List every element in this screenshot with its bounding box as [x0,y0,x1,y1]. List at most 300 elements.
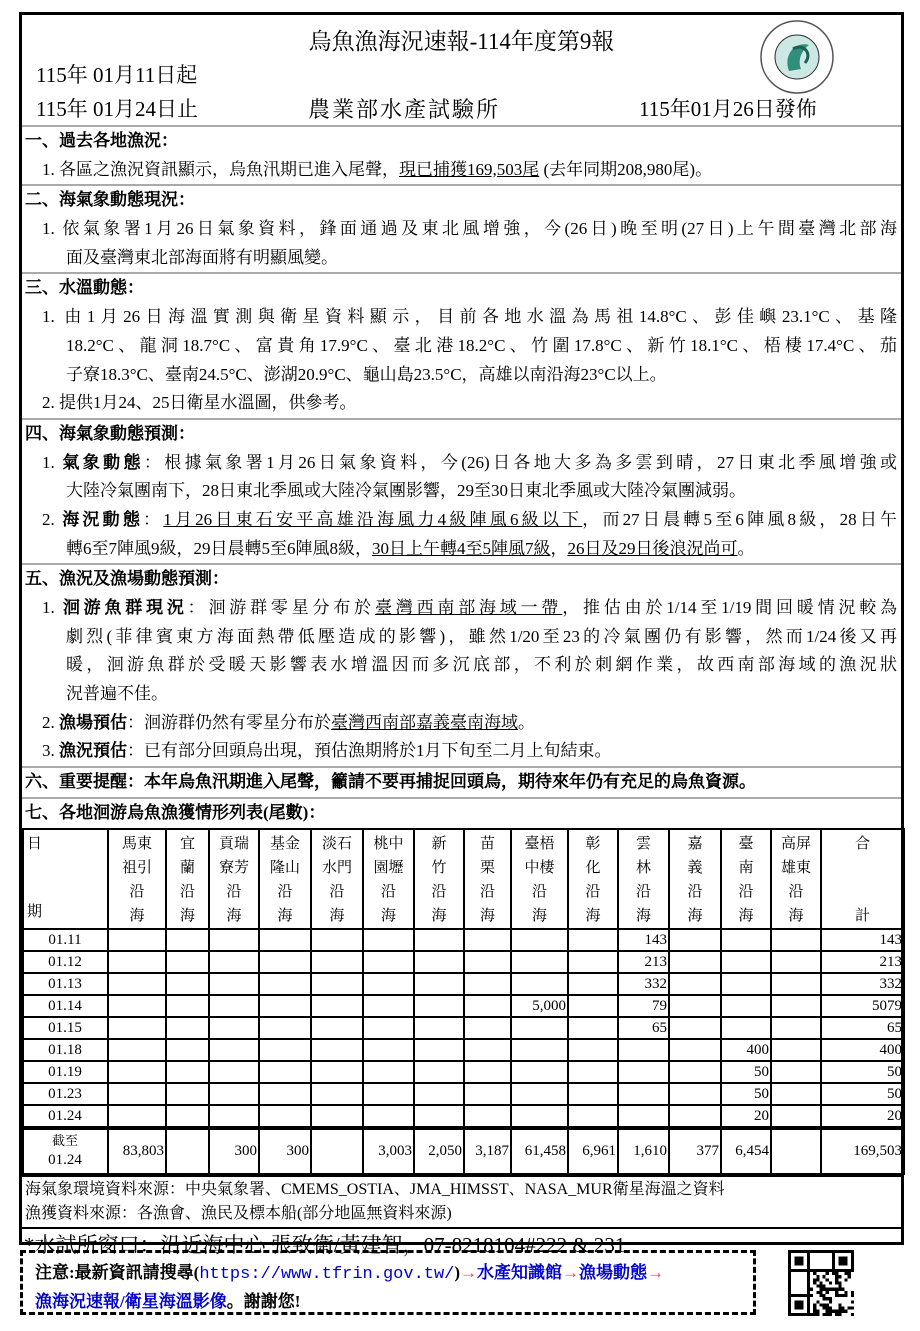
total-cell: 6,454 [721,1128,771,1174]
cell-count [363,1039,414,1061]
cell-count [414,1039,464,1061]
header-text: 臺 [738,835,754,852]
row-date: 01.23 [23,1083,108,1105]
header-date [23,829,108,929]
table-row [23,995,904,1017]
cell-count: 79 [618,995,669,1017]
cell-count [311,1083,363,1105]
header-text: 基金 [269,835,300,852]
path-knowledge[interactable]: 水產知識館 [477,1263,563,1282]
cell-count [108,995,166,1017]
section-heading: 二、海氣象動態現況： [25,190,195,210]
cell-count [568,973,618,995]
cell-count [771,1039,821,1061]
environment-source: 海氣象環境資料來源：中央氣象署、CMEMS_OSTIA、JMA_HIMSST、NASA_MUR衛星海溫之資料 [25,1180,725,1198]
header-text: 沿 [687,883,703,900]
section-line [22,623,901,652]
cell-count [414,951,464,973]
header-region [771,829,821,929]
cell-count: 5079 [821,995,904,1017]
header-text: 海 [431,907,447,924]
cell-count [166,1083,209,1105]
cell-count [166,1105,209,1128]
cell-count [464,995,511,1017]
cell-count [511,973,568,995]
cell-count: 332 [618,973,669,995]
header-text: 期 [27,903,43,920]
underlined-text: 26日及29日後浪況尚可 [567,538,738,558]
text: ，而27日晨轉5至6陣風8級，28日午 [582,509,898,529]
cell-count [311,973,363,995]
cell-count [721,929,771,951]
total-cell: 1,610 [618,1128,669,1174]
section-line [22,449,901,478]
row-date: 01.11 [23,929,108,951]
cell-count: 65 [618,1017,669,1039]
notice-suffix: 。謝謝您! [226,1292,301,1311]
text: 1. [42,452,63,472]
text: ：洄游群仍然有零星分布於 [127,712,331,732]
cell-count [414,1017,464,1039]
text: 暖，洄游魚群於受暖天影響表水增溫因而多沉底部，不利於刺網作業，故西南部海域的漁況狀 [66,655,897,675]
cell-count [166,1061,209,1083]
text: 2. 提供1月24、25日衛星水溫圖，供參考。 [42,393,357,413]
notice-paren: ) [454,1263,461,1282]
cell-count: 143 [821,929,904,951]
text: ：根據氣象署1月26日氣象資料，今(26)日各地大多為多雲到晴，27日東北季風增強或 [143,452,898,472]
header-text: 祖引 [121,859,152,876]
header-text: 新 [431,835,447,852]
cell-count [618,1105,669,1128]
total-cell: 169,503 [821,1128,904,1174]
row-date: 01.15 [23,1017,108,1039]
cell-count [618,1039,669,1061]
bold-label: 氣象動態 [62,452,144,472]
text: 2. [42,712,59,732]
bold-label: 漁況預估 [59,741,127,761]
text: ， [550,538,568,558]
cell-count [511,951,568,973]
cell-count [108,1105,166,1128]
table-row [23,973,904,995]
total-cell [166,1128,209,1174]
text: 1. 各區之漁況資訊顯示，烏魚汛期已進入尾聲， [42,159,399,179]
cell-count [721,973,771,995]
header-text: 沿 [129,883,145,900]
bold-label: 洄游魚群現況 [62,598,188,617]
cell-count [166,951,209,973]
row-date: 01.19 [23,1061,108,1083]
arrow-icon: → [647,1263,665,1282]
header-region [464,829,511,929]
cell-count [771,1083,821,1105]
header-text: 沿 [635,883,651,900]
section [22,186,901,274]
header-text: 沿 [585,883,601,900]
cell-count [363,1017,414,1039]
header-text: 沿 [179,883,195,900]
table-row [23,1017,904,1039]
row-date: 01.13 [23,973,108,995]
header-text: 宜 [179,835,195,852]
cell-count [363,1083,414,1105]
section-line [22,361,901,390]
cell-count [414,973,464,995]
header-text: 沿 [531,883,547,900]
cell-count [568,1061,618,1083]
total-label [23,1128,108,1174]
cell-count [259,973,311,995]
text: ： [143,509,164,529]
header-region [721,829,771,929]
section [22,274,901,419]
header-text: 沿 [329,883,345,900]
text: 大陸冷氣團南下，28日東北季風或大陸冷氣團影響，29至30日東北季風或大陸冷氣團減弱。 [66,481,746,501]
cell-count [209,973,259,995]
bulletin-header [22,15,901,127]
bold-label: 海況動態 [62,509,144,529]
cell-count [108,951,166,973]
text: 子寮18.3°C、臺南24.5°C、澎湖20.9°C、龜山島23.5°C，高雄以南沿海23°C以上。 [66,364,667,384]
header-text: 淡石 [321,835,352,852]
cell-count [464,973,511,995]
table-row [23,1061,904,1083]
cell-count [209,951,259,973]
header-text: 沿 [277,883,293,900]
section [22,127,901,186]
cell-count [464,1083,511,1105]
cell-count [464,951,511,973]
text: 轉6至7陣風9級，29日晨轉5至6陣風8級， [66,538,372,558]
cell-count [414,1061,464,1083]
header-text: 馬東 [121,835,152,852]
header-text: 海 [585,907,601,924]
text: 況普遍不佳。 [66,684,168,704]
cell-count [464,1105,511,1128]
cell-count [771,973,821,995]
header-region [568,829,618,929]
header-text: 蘭 [179,859,195,876]
cell-count [511,929,568,951]
total-cell: 3,003 [363,1128,414,1174]
header-text: 化 [585,859,601,876]
cell-count [568,929,618,951]
cell-count [464,1061,511,1083]
header-text: 海 [329,907,345,924]
section-line [22,651,901,680]
section [22,768,901,799]
header-text: 中棲 [524,859,555,876]
text: 1. [42,598,63,617]
arrow-icon: → [562,1263,580,1282]
table-row [23,929,904,951]
cell-count [511,1039,568,1061]
cell-count [259,1061,311,1083]
header-text: 計 [854,907,870,924]
section-line [22,680,901,709]
cell-count [363,951,414,973]
header-region [363,829,414,929]
total-cell: 61,458 [511,1128,568,1174]
total-label-text: 截至 [51,1133,78,1148]
cell-count [464,1039,511,1061]
table-row [23,1039,904,1061]
cell-count [669,1105,721,1128]
row-date: 01.12 [23,951,108,973]
text: 1. 依氣象署1月26日氣象資料，鋒面通過及東北風增強，今(26日)晚至明(27日)上午間臺灣北部海 [42,219,897,239]
path-fishing-ground[interactable]: 漁場動態 [579,1263,648,1282]
header-text: 海 [277,907,293,924]
section-line [22,303,901,332]
header-text: 海 [738,907,754,924]
cell-count: 400 [721,1039,771,1061]
section [22,799,901,828]
cell-count [771,929,821,951]
cell-count [311,1061,363,1083]
cell-count [568,1039,618,1061]
header-text: 苗 [479,835,495,852]
cell-count: 20 [721,1105,771,1128]
header-text: 林 [635,859,651,876]
header-text: 合 [854,835,870,852]
total-label-date: 01.24 [48,1152,82,1168]
section-line [22,594,901,623]
cell-count [721,951,771,973]
period-end: 115年 01月24日止 [36,97,198,121]
header-text: 海 [687,907,703,924]
underlined-text: 1月26日東石安平高雄沿海風力4級陣風6級以下 [163,509,583,529]
arrow-icon: → [460,1263,478,1282]
header-text: 沿 [226,883,242,900]
header-region [511,829,568,929]
section-heading: 七、各地洄游烏魚漁獲情形列表(尾數)： [25,802,326,822]
header-text: 海 [788,907,804,924]
cell-count: 213 [821,951,904,973]
row-date: 01.18 [23,1039,108,1061]
cell-count [568,1017,618,1039]
header-text: 沿 [479,883,495,900]
cell-count [259,1105,311,1128]
cell-count: 50 [721,1061,771,1083]
total-cell: 2,050 [414,1128,464,1174]
cell-count [259,1017,311,1039]
cell-count [669,1083,721,1105]
cell-count: 65 [821,1017,904,1039]
header-text: 彰 [585,835,601,852]
cell-count [108,1017,166,1039]
notice-prefix: 注意:最新資訊請搜尋( [35,1263,200,1282]
header-text: 雲 [635,835,651,852]
section-line [22,156,901,185]
cell-count [209,1105,259,1128]
header-text: 高屏 [780,835,811,852]
website-link[interactable]: https://www.tfrin.gov.tw/ [199,1265,455,1284]
cell-count [414,995,464,1017]
cell-count [511,1083,568,1105]
contact-info: *水試所窗口：沿近海中心 張致衛/黃建智，07-8218104#222 & 231 [24,1232,626,1257]
header-text: 海 [129,907,145,924]
text: 面及臺灣東北部海面將有明顯風變。 [66,247,338,267]
cell-count [414,1105,464,1128]
header-text: 沿 [738,883,754,900]
header-text: 海 [179,907,195,924]
cell-count: 213 [618,951,669,973]
cell-count [568,951,618,973]
cell-count [311,1017,363,1039]
cell-count [311,1039,363,1061]
cell-count [414,1083,464,1105]
header-text: 南 [738,859,754,876]
header-text: 臺梧 [524,835,555,852]
section-line [22,535,901,564]
total-cell: 6,961 [568,1128,618,1174]
section-line [22,709,901,738]
row-date: 01.14 [23,995,108,1017]
header-text: 海 [226,907,242,924]
header-text: 寮芳 [218,859,249,876]
section-line [22,215,901,244]
total-cell: 300 [259,1128,311,1174]
header-text: 海 [380,907,396,924]
cell-count [771,995,821,1017]
header-region [669,829,721,929]
cell-count: 332 [821,973,904,995]
total-cell [771,1128,821,1174]
section-line [22,389,901,418]
header-text: 沿 [431,883,447,900]
cell-count [311,1105,363,1128]
cell-count [108,973,166,995]
cell-count [259,1039,311,1061]
cell-count [464,929,511,951]
cell-count: 20 [821,1105,904,1128]
text: 。 [518,712,535,732]
cell-count [669,929,721,951]
cell-count [108,929,166,951]
section-heading: 六、重要提醒：本年烏魚汛期進入尾聲，籲請不要再捕捉回頭烏，期待來年仍有充足的烏魚資源。 [25,772,756,792]
cell-count [669,1039,721,1061]
page-title: 烏魚漁海況速報-114年度第9報 [308,29,615,54]
cell-count [166,1017,209,1039]
cell-count [166,973,209,995]
row-date: 01.24 [23,1105,108,1128]
cell-count [311,929,363,951]
text: 18.2°C、龍洞18.7°C、富貴角17.9°C、臺北港18.2°C、竹圍17.8°C、新竹18.1°C、梧棲17.4°C、茄 [66,335,897,355]
cell-count [669,951,721,973]
header-text: 海 [531,907,547,924]
cell-count [209,1061,259,1083]
header-text: 隆山 [269,859,300,876]
total-row [23,1128,904,1174]
total-cell: 377 [669,1128,721,1174]
path-bulletin[interactable]: 漁海況速報/衛星海溫影像 [35,1292,227,1311]
header-region [108,829,166,929]
institute-logo [759,19,835,95]
cell-count [259,1083,311,1105]
table-row [23,1083,904,1105]
table-row [23,1105,904,1128]
section-heading: 四、海氣象動態預測： [25,423,195,443]
period-start: 115年 01月11日起 [36,63,198,87]
section-line [22,244,901,273]
organization: 農業部水產試驗所 [308,97,501,122]
cell-count: 143 [618,929,669,951]
section-line [22,506,901,535]
cell-count: 50 [721,1083,771,1105]
header-text: 嘉 [687,835,703,852]
cell-count [108,1061,166,1083]
cell-count [771,1061,821,1083]
cell-count [568,995,618,1017]
cell-count: 50 [821,1083,904,1105]
text: (去年同期208,980尾)。 [539,159,713,179]
header-text: 海 [635,907,651,924]
section-heading: 三、水溫動態： [25,278,144,298]
issue-date: 115年01月26日發佈 [639,97,817,121]
section-heading: 一、過去各地漁況： [25,131,178,150]
cell-count [511,1061,568,1083]
section [22,420,901,565]
cell-count [108,1039,166,1061]
cell-count: 5,000 [511,995,568,1017]
header-region [618,829,669,929]
cell-count [209,1083,259,1105]
cell-count [209,995,259,1017]
section-line [22,477,901,506]
header-region [166,829,209,929]
cell-count [568,1083,618,1105]
cell-count [311,995,363,1017]
cell-count [209,1017,259,1039]
cell-count [209,1039,259,1061]
cell-count [721,995,771,1017]
header-text: 沿 [380,883,396,900]
qr-code[interactable] [787,1250,855,1316]
table-row [23,951,904,973]
cell-count [166,929,209,951]
underlined-text: 30日上午轉4至5陣風7級 [372,538,551,558]
section [22,565,901,768]
header-region [821,829,904,929]
header-region [259,829,311,929]
header-text: 竹 [431,859,447,876]
data-sources [22,1175,901,1229]
cell-count [669,1017,721,1039]
text: 劇烈(菲律賓東方海面熱帶低壓造成的影響)，雖然1/20至23的冷氣團仍有影響，然而1/24後又再 [66,626,897,646]
underlined-text: 現已捕獲169,503尾 [399,159,540,179]
bulletin-frame [19,12,904,1257]
text: ：洄游群零星分布於 [187,598,375,617]
cell-count [259,951,311,973]
cell-count [669,1061,721,1083]
cell-count [363,973,414,995]
total-cell [311,1128,363,1174]
text: 2. [42,509,63,529]
cell-count [464,1017,511,1039]
catch-source: 漁獲資料來源：各漁會、漁民及標本船(部分地區無資料來源) [25,1204,452,1222]
text: 3. [42,741,59,761]
cell-count [166,995,209,1017]
header-text: 桃中 [373,835,404,852]
header-text: 雄東 [780,859,811,876]
cell-count: 400 [821,1039,904,1061]
cell-count [363,995,414,1017]
cell-count [568,1105,618,1128]
cell-count [771,951,821,973]
section-line [22,737,901,766]
cell-count [511,1105,568,1128]
cell-count [669,995,721,1017]
